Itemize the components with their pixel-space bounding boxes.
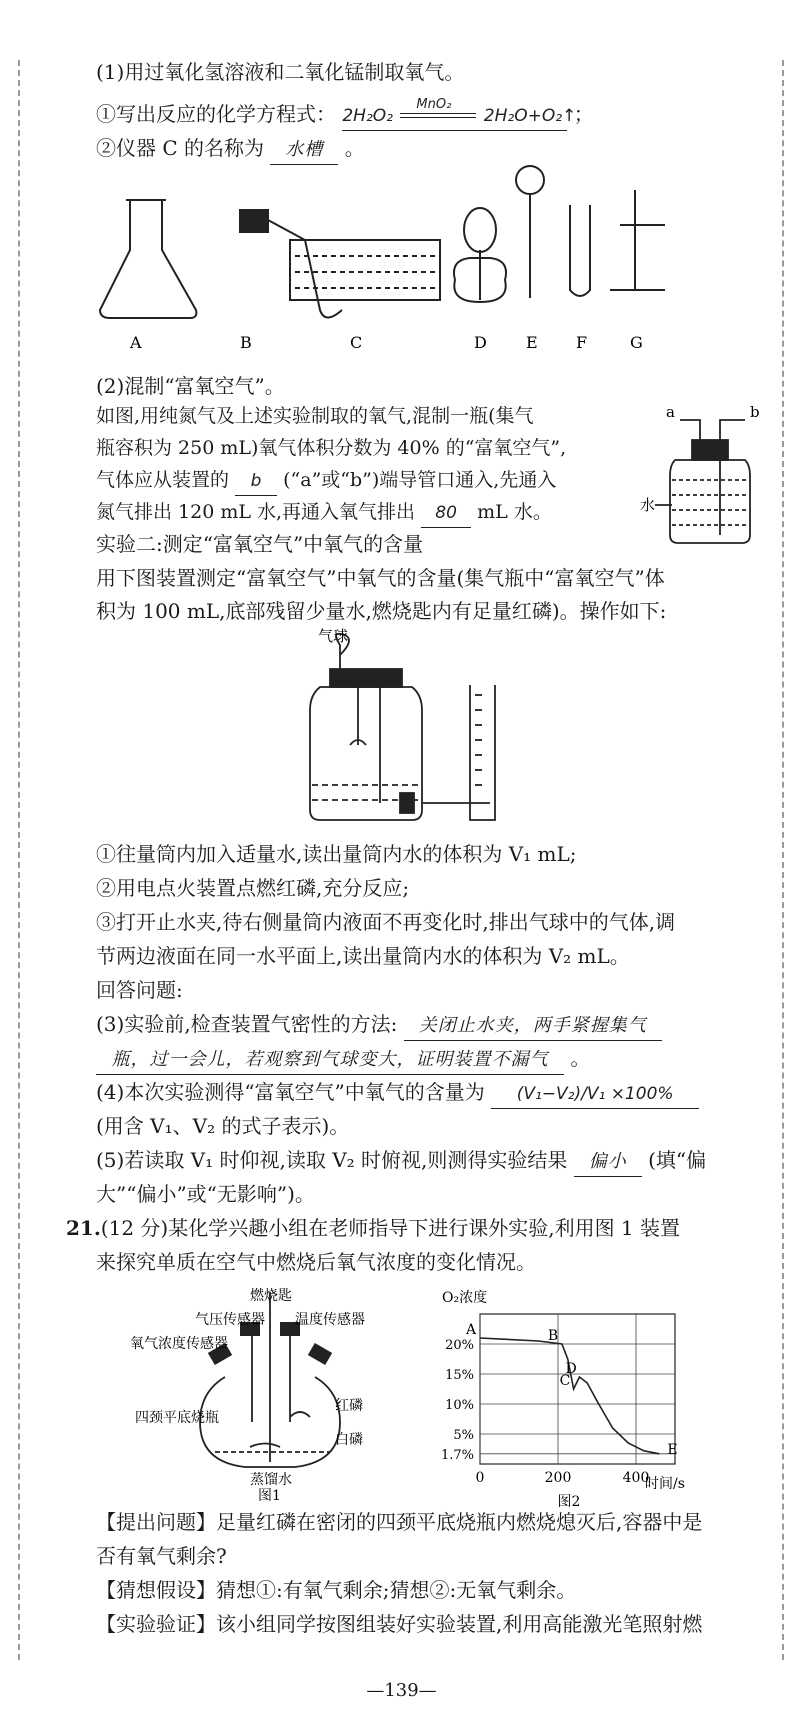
q21-line1-text: (12 分)某化学兴趣小组在老师指导下进行课外实验,利用图 1 装置 (100, 1216, 681, 1240)
fig1-flask: 四颈平底烧瓶 (135, 1410, 219, 1426)
q5-answer: 偏小 (574, 1148, 642, 1177)
y-tick-label: 10% (445, 1398, 474, 1413)
q1-item2-prefix: ②仪器 C 的名称为 (96, 136, 265, 160)
exp2-step3a: ③打开止水夹,待右侧量筒内液面不再变化时,排出气球中的气体,调 (96, 910, 676, 934)
stopper-tube-icon (240, 210, 268, 232)
label-C: C (350, 333, 363, 352)
q1-item1-prefix: ①写出反应的化学方程式： (96, 102, 336, 126)
exp2-step1: ①往量筒内加入适量水,读出量筒内水的体积为 V₁ mL; (96, 842, 577, 866)
label-G: G (630, 333, 643, 352)
q2-line1: 如图,用纯氮气及上述实验制取的氧气,混制一瓶(集气 (96, 405, 534, 427)
point-label-a: A (466, 1322, 477, 1338)
x-tick-label: 200 (544, 1470, 572, 1486)
right-border (782, 60, 784, 1660)
bottle-label-b: b (750, 403, 760, 421)
exp2-line1: 用下图装置测定“富氧空气”中氧气的含量(集气瓶中“富氧空气”体 (96, 566, 665, 590)
x-tick-label: 0 (475, 1470, 485, 1486)
q2-title: (2)混制“富氧空气”。 (96, 374, 285, 398)
y-tick-label: 20% (445, 1338, 474, 1353)
y-tick-label: 5% (453, 1428, 474, 1443)
test-tube-icon (570, 205, 590, 296)
q5-prefix: (5)若读取 V₁ 时仰视,读取 V₂ 时俯视,则测得实验结果 (96, 1148, 568, 1172)
oxygen-measure-apparatus (300, 625, 530, 830)
answer-title: 回答问题: (96, 978, 183, 1002)
label-B: B (240, 333, 252, 352)
bottle-label-a: a (666, 403, 675, 421)
q2-line3-answer: b (235, 467, 277, 496)
q21-body-line1: 【提出问题】足量红磷在密闭的四颈平底烧瓶内燃烧熄灭后,容器中是 (96, 1510, 703, 1534)
q21-body-line4: 【实验验证】该小组同学按图组装好实验装置,利用高能激光笔照射燃 (96, 1612, 703, 1636)
q2-line4 (96, 498, 552, 528)
q2-line3 (96, 466, 556, 496)
label-F: F (576, 333, 588, 352)
equation-arrow (398, 97, 478, 123)
point-label-c: C (559, 1373, 571, 1389)
equation-right: 2H₂O+O₂↑ (483, 106, 577, 126)
water-trough-icon (290, 240, 440, 300)
q3-answer-a: 关闭止水夹，两手紧握集气 (404, 1012, 662, 1041)
fig1-red-p: 红磷 (335, 1398, 363, 1414)
fig1-white-p: 白磷 (335, 1432, 363, 1448)
point-label-d: D (565, 1361, 577, 1377)
q2-line4-answer: 80 (421, 499, 471, 528)
q21-body-line3: 【猜想假设】猜想①:有氧气剩余;猜想②:无氧气剩余。 (96, 1578, 577, 1602)
q4-line2: (用含 V₁、V₂ 的式子表示)。 (96, 1114, 350, 1138)
q3-prefix: (3)实验前,检查装置气密性的方法: (96, 1012, 398, 1036)
x-tick-label: 400 (622, 1470, 650, 1486)
q1-title: (1)用过氧化氢溶液和二氧化锰制取氧气。 (96, 60, 465, 84)
fig1-spoon: 燃烧匙 (250, 1288, 292, 1304)
fig1-oxygen: 氧气浓度传感器 (130, 1336, 228, 1352)
q3-answer-b: 瓶，过一会儿，若观察到气球变大，证明装置不漏气 (96, 1046, 564, 1075)
page-number: —139— (366, 1680, 437, 1701)
q2-line3-prefix: 气体应从装置的 (96, 469, 230, 491)
q4-line1 (96, 1078, 699, 1109)
label-A: A (130, 333, 142, 352)
exp2-title: 实验二:测定“富氧空气”中氧气的含量 (96, 532, 424, 556)
q1-item2-suffix: 。 (344, 136, 365, 160)
point-label-b: B (547, 1328, 559, 1344)
x-axis-label: 时间/s (645, 1476, 685, 1492)
conical-flask-icon (100, 200, 196, 318)
figure-2-chart (420, 1282, 720, 1510)
balloon-label: 气球 (318, 627, 349, 645)
q5-line2: 大”“偏小”或“无影响”)。 (96, 1182, 315, 1206)
q3-suffix: 。 (570, 1046, 591, 1070)
y-tick-label: 1.7% (440, 1447, 474, 1463)
fig1-temperature: 温度传感器 (295, 1312, 365, 1328)
left-border (18, 60, 20, 1660)
bottle-label-water: 水 (640, 496, 656, 514)
q5-line1 (96, 1146, 706, 1177)
label-D: D (474, 333, 487, 352)
q2-line3-suffix: (“a”或“b”)端导管口通入,先通入 (283, 469, 557, 491)
label-E: E (526, 333, 538, 352)
q21-line2: 来探究单质在空气中燃烧后氧气浓度的变化情况。 (96, 1250, 536, 1274)
q21-number: 21. (66, 1216, 101, 1240)
q3-line1 (96, 1010, 662, 1041)
fig1-pressure: 气压传感器 (195, 1312, 265, 1328)
alcohol-lamp-icon (454, 208, 506, 302)
figure-1 (130, 1282, 410, 1504)
q5-suffix: (填“偏 (648, 1148, 707, 1172)
q1-item2-answer: 水槽 (270, 136, 338, 165)
point-label-e: E (667, 1441, 678, 1458)
q4-prefix: (4)本次实验测得“富氧空气”中氧气的含量为 (96, 1080, 485, 1104)
equation-left: 2H₂O₂ (342, 106, 393, 126)
gas-bottle-figure (640, 403, 770, 550)
q1-equation (342, 97, 577, 131)
y-axis-label: O₂浓度 (442, 1290, 488, 1306)
fig1-water: 蒸馏水 (250, 1472, 292, 1488)
q2-line2: 瓶容积为 250 mL)氧气体积分数为 40% 的“富氧空气”, (96, 437, 567, 459)
exp2-step2: ②用电点火装置点燃红磷,充分反应; (96, 876, 410, 900)
q4-answer: (V₁−V₂)/V₁ ×100% (491, 1080, 699, 1109)
plot-frame (480, 1314, 678, 1464)
iron-stand-icon (610, 190, 665, 290)
q1-item1-suffix: ； (573, 102, 594, 126)
y-tick-label: 15% (445, 1368, 474, 1383)
thistle-funnel-icon (516, 166, 544, 194)
q1-item1 (96, 97, 594, 131)
q2-line4-prefix: 氮气排出 120 mL 水,再通入氧气排出 (96, 501, 416, 523)
q2-line4-suffix: mL 水。 (477, 501, 552, 523)
chart-caption: 图2 (557, 1494, 581, 1510)
fig1-caption: 图1 (258, 1488, 281, 1504)
series-line (480, 1338, 659, 1454)
exp2-step3b: 节两边液面在同一水平面上,读出量筒内水的体积为 V₂ mL。 (96, 944, 630, 968)
q21-line1 (66, 1214, 680, 1242)
catalyst: MnO₂ (416, 97, 452, 112)
q21-body-line2: 否有氧气剩余? (96, 1544, 227, 1568)
q3-line2 (96, 1044, 590, 1075)
apparatus-row (90, 160, 730, 360)
exp2-line2: 积为 100 mL,底部残留少量水,燃烧匙内有足量红磷)。操作如下: (96, 599, 667, 623)
